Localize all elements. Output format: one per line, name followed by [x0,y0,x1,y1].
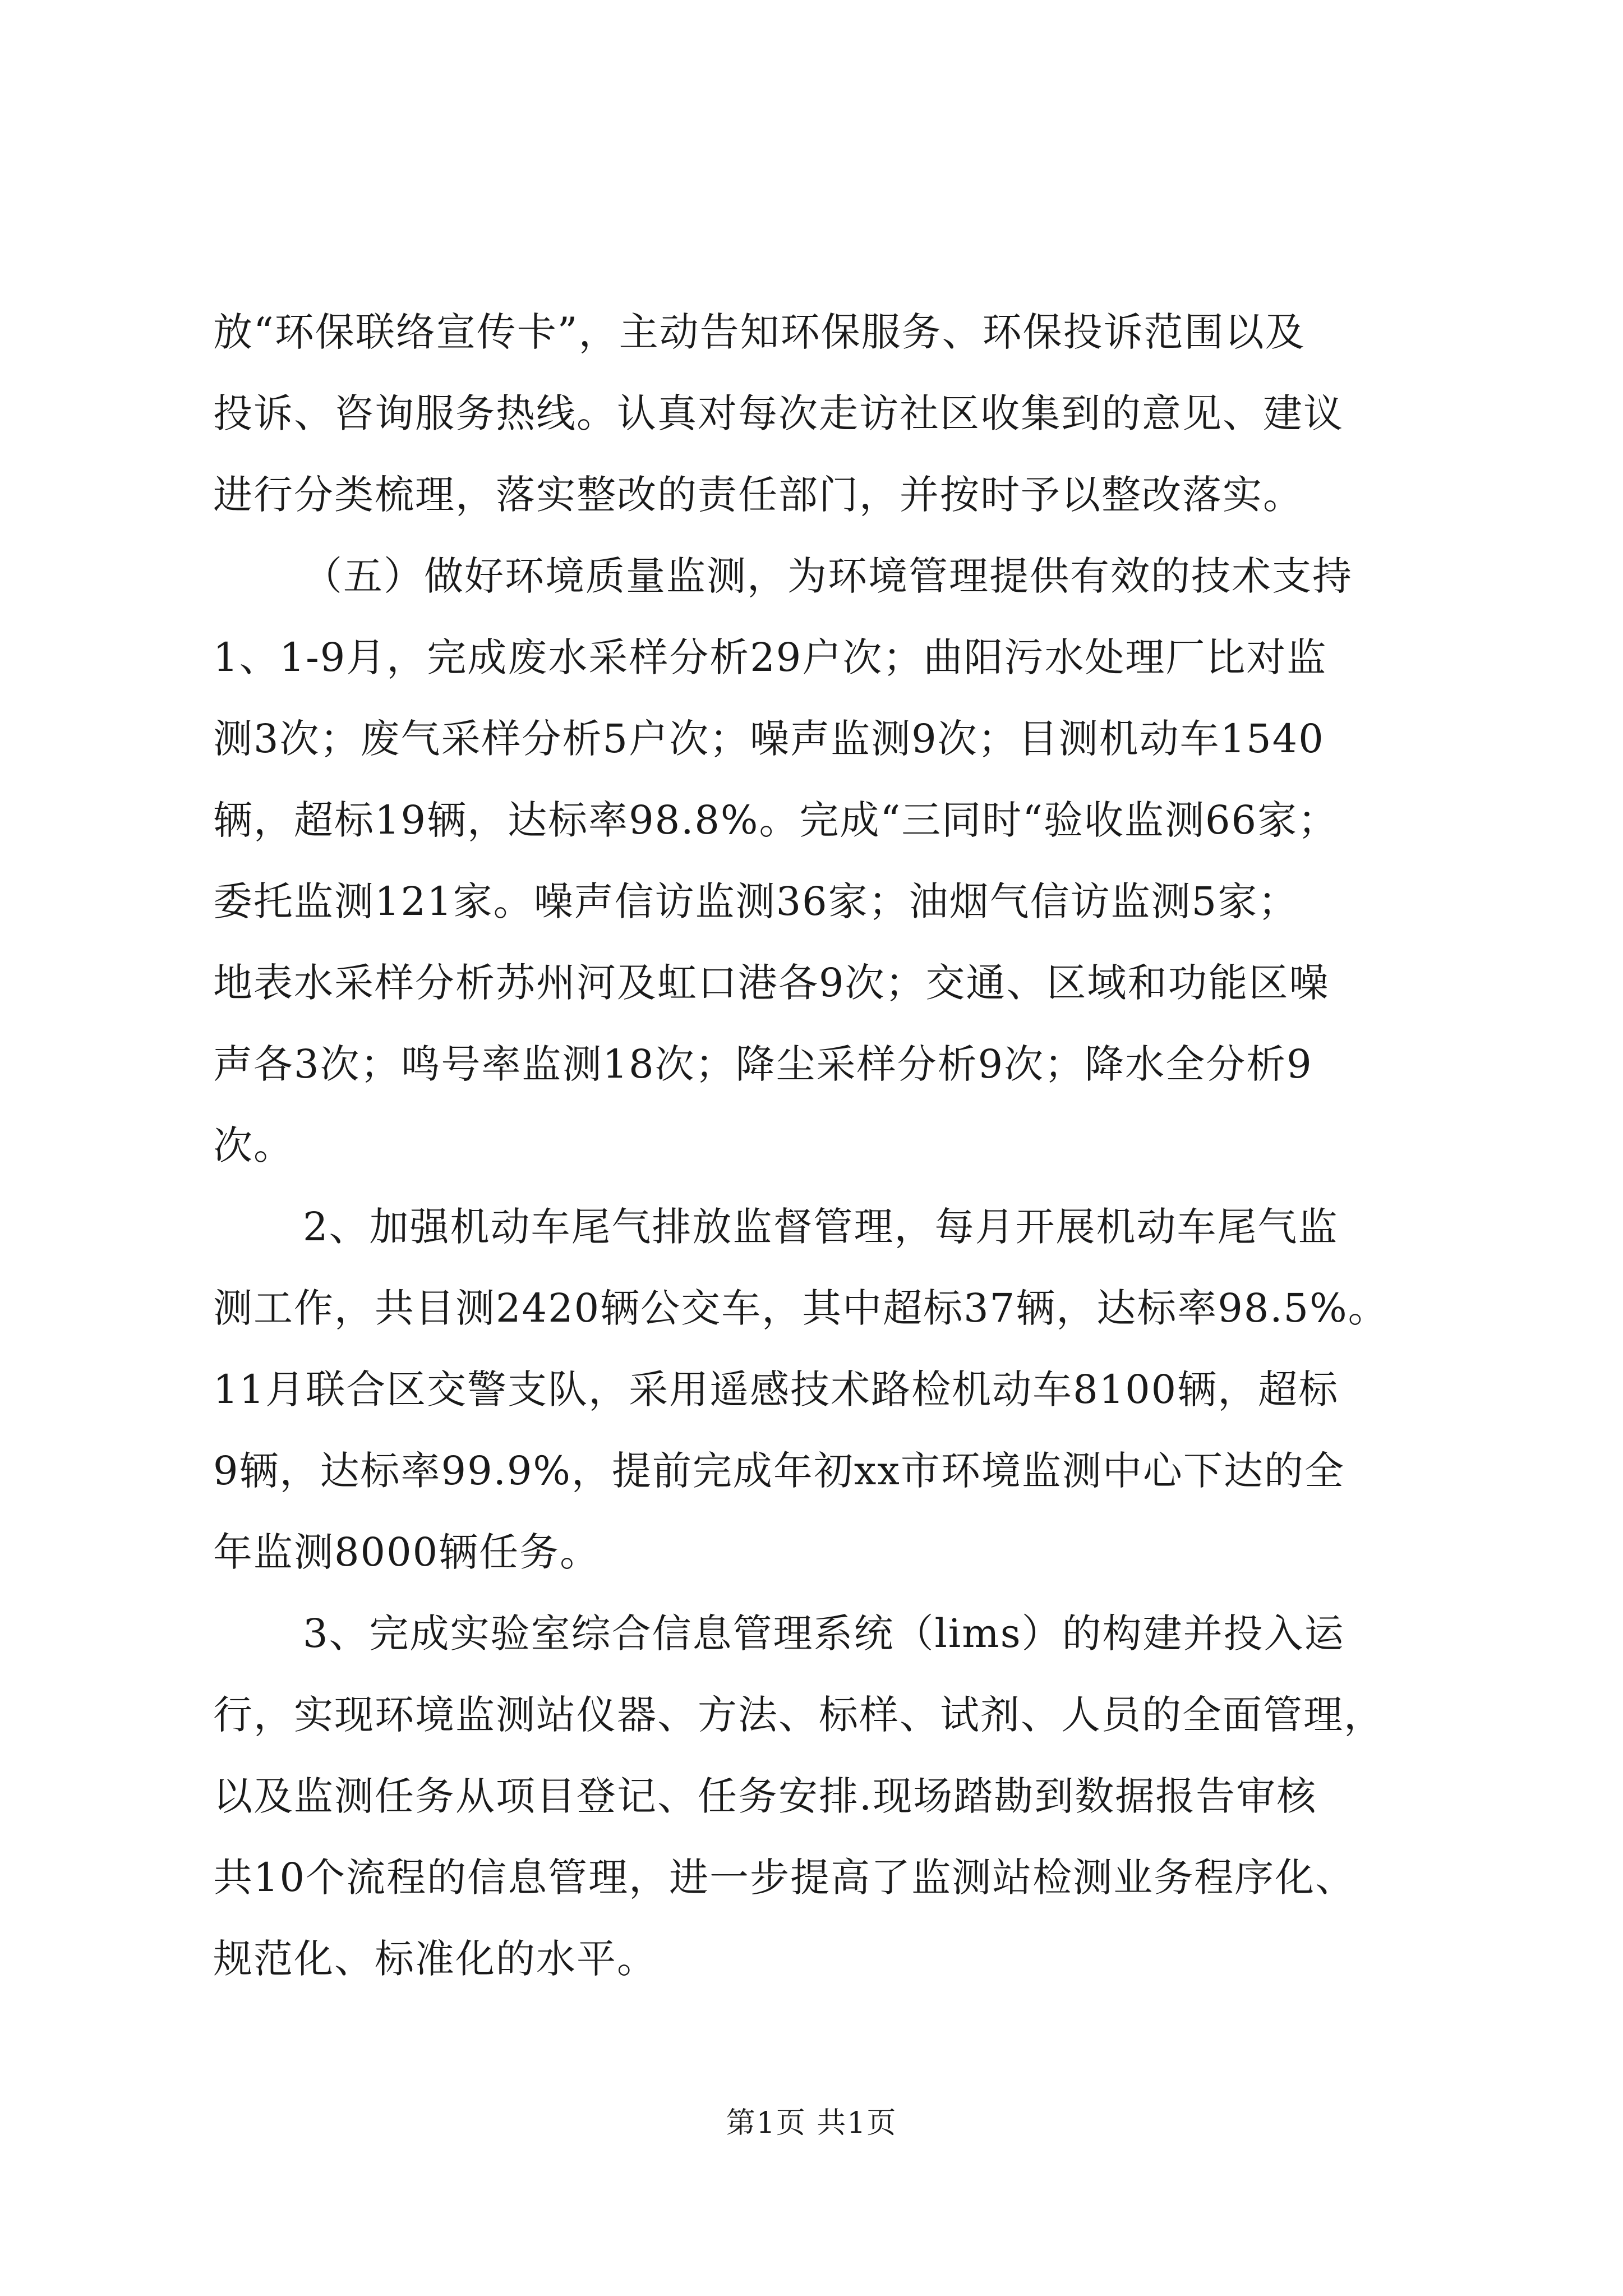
text-line: 年监测8000辆任务。 [213,1529,601,1575]
section-heading: （五）做好环境质量监测，为环境管理提供有效的技术支持 [303,553,1353,599]
text-line: 9辆，达标率99.9%，提前完成年初xx市环境监测中心下达的全 [213,1448,1345,1494]
text-line: 投诉、咨询服务热线。认真对每次走访社区收集到的意见、建议 [213,390,1344,436]
text-line: 次。 [213,1122,294,1168]
text-line: 测3次；废气采样分析5户次；噪声监测9次；目测机动车1540 [213,716,1325,762]
text-line: 规范化、标准化的水平。 [213,1936,657,1982]
text-line: 行，实现环境监测站仪器、方法、标样、试剂、人员的全面管理， [213,1692,1384,1738]
document-body [213,292,1424,2000]
text-line: 放“环保联络宣传卡”，主动告知环保服务、环保投诉范围以及 [213,309,1306,355]
text-line: 共10个流程的信息管理，进一步提高了监测站检测业务程序化、 [213,1855,1356,1901]
text-line: 辆，超标19辆，达标率98.8%。完成“三同时“验收监测66家； [213,797,1339,843]
text-line: 11月联合区交警支队，采用遥感技术路检机动车8100辆，超标 [213,1366,1339,1412]
text-line: 测工作，共目测2420辆公交车，其中超标37辆，达标率98.5%。 [213,1285,1389,1331]
text-line: 进行分类梳理，落实整改的责任部门，并按时予以整改落实。 [213,472,1303,518]
text-line: 以及监测任务从项目登记、任务安排.现场踏勘到数据报告审核 [213,1773,1317,1819]
text-line: 地表水采样分析苏州河及虹口港各9次；交通、区域和功能区噪 [213,960,1330,1006]
paragraph-start-line: 3、完成实验室综合信息管理系统（lims）的构建并投入运 [303,1611,1345,1657]
text-line: 1、1-9月，完成废水采样分析29户次；曲阳污水处理厂比对监 [213,634,1327,680]
text-line: 声各3次；鸣号率监测18次；降尘采样分析9次；降水全分析9 [213,1041,1313,1087]
page-footer: 第1页 共1页 [726,2106,897,2140]
text-line: 委托监测121家。噪声信访监测36家；油烟气信访监测5家； [213,878,1299,924]
paragraph-start-line: 2、加强机动车尾气排放监督管理，每月开展机动车尾气监 [303,1204,1339,1250]
